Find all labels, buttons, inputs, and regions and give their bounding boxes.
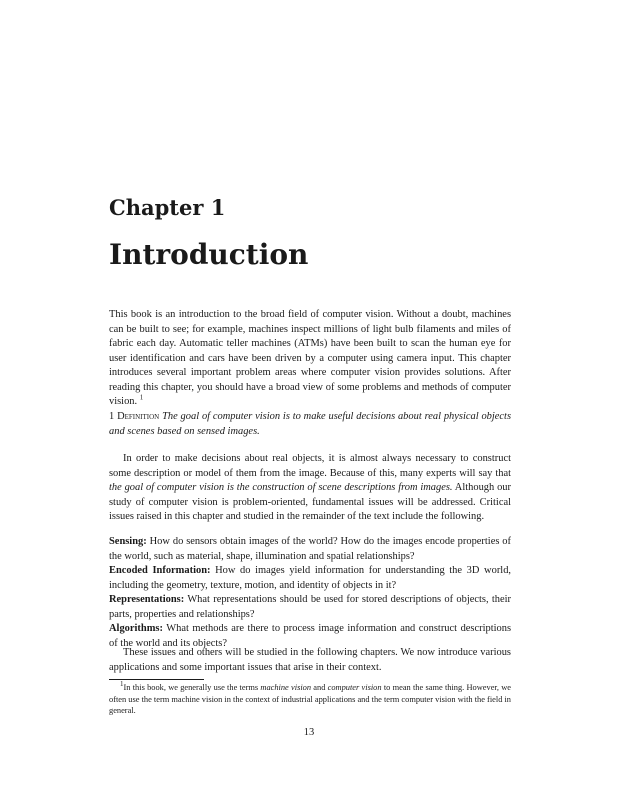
issue-term: Algorithms: [109,623,163,634]
definition-number: 1 [109,411,115,422]
footnote-term-computer-vision: computer vision [327,683,382,692]
footnote-reference[interactable]: 1 [139,393,144,402]
chapter-title: Introduction [109,238,309,271]
issues-list [109,535,511,651]
issue-term: Encoded Information: [109,565,211,576]
issue-term: Representations: [109,594,185,605]
issue-description: What methods are there to process image information and construct descriptions of the world and its objects? [109,623,512,649]
issue-item [109,593,511,622]
footnote [109,682,511,717]
second-paragraph-before: In order to make decisions about real objects, it is almost always necessary to construct some description or model of them from the image. Because of this, many experts will say that [109,453,511,479]
page-number: 13 [303,727,315,738]
closing-paragraph: These issues and others will be studied in the following chapters. We now introduce various applications and some important issues that arise in their context. [109,647,511,673]
issue-description: How do sensors obtain images of the world? How do the images encode properties of the world, such as material, shape, illumination and spatial relationships? [109,536,512,562]
intro-paragraph-text: This book is an introduction to the broad field of computer vision. Without a doubt, machines can be built to see; for example, machines inspect millions of light bulb filaments and miles of fabric each day. Automatic teller machines (ATMs) have been built to scan the human eye for user identification and cars have been driven by a computer using camera input. This chapter introduces several important problem areas where computer vision provides solutions. After reading this chapter, you should have a broad view of some problems and methods of computer vision. [109,309,511,407]
second-paragraph-after: Although our study of computer vision is problem-oriented, fundamental issues will be addressed. Critical issues raised in this chapter and studied in the remainder of the text include the following. [109,482,511,522]
footnote-term-machine-vision: machine vision [260,683,312,692]
definition-label: Definition [117,411,160,422]
footnote-marker: 1 [120,680,124,689]
second-paragraph [109,452,511,525]
issue-description: How do images yield information for understanding the 3D world, including the geometry, texture, motion, and identity of objects in it? [109,565,512,591]
issue-item [109,535,511,564]
footnote-text-between: and [311,683,328,692]
second-paragraph-emphasis: the goal of computer vision is the construction of scene descriptions from images. [109,482,453,493]
chapter-label: Chapter 1 [109,195,226,220]
issue-description: What representations should be used for stored descriptions of objects, their parts, properties and relationships? [109,594,512,620]
issue-item [109,564,511,593]
definition-text: The goal of computer vision is to make useful decisions about real physical objects and scenes based on sensed images. [109,411,512,437]
issue-term: Sensing: [109,536,147,547]
intro-paragraph [109,308,511,410]
definition-block [109,410,511,439]
footnote-text-end: to mean the same thing. However, we often use the term machine vision in the context of industrial applications and the term computer vision with the field in general. [109,683,511,715]
footnote-text-start: In this book, we generally use the terms [123,683,261,692]
